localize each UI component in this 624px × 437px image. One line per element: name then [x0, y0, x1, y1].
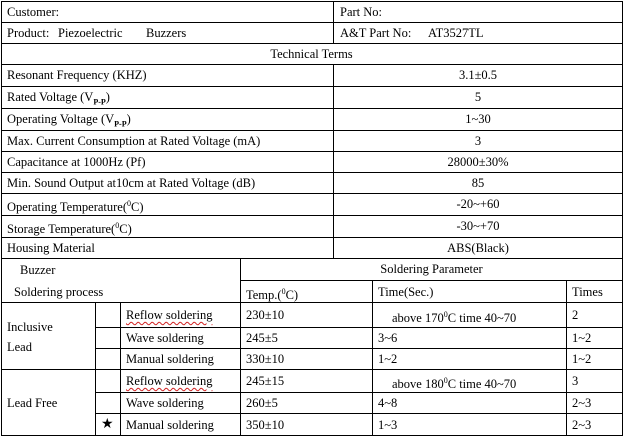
term-label: Capacitance at 1000Hz (Pf): [7, 155, 146, 169]
rule: [1, 22, 623, 23]
method-label: Manual soldering: [126, 352, 214, 366]
method-label: Wave soldering: [126, 396, 204, 410]
param-header: Soldering Parameter: [380, 262, 483, 276]
border-bottom: [1, 435, 623, 436]
times-value: 2~3: [572, 396, 592, 410]
method-label: Manual soldering: [126, 418, 214, 432]
time-value: above $180^0C$ time 40~70: [392, 376, 517, 392]
border-left: [1, 1, 2, 436]
rule: [95, 348, 623, 349]
rule: [1, 172, 623, 173]
term-value: ABS(Black): [447, 241, 509, 255]
term-label: Resonant Frequency (KHZ): [7, 68, 147, 82]
rule: [95, 392, 623, 393]
rule: [1, 86, 623, 87]
rule: [1, 215, 623, 216]
product-label: Product:: [7, 26, 50, 40]
time-value: above $170^0C$ time 40~70: [392, 310, 517, 326]
rule: [1, 258, 623, 259]
section-title: Technical Terms: [270, 47, 353, 61]
rule: [1, 151, 623, 152]
rule: [1, 237, 623, 238]
method-label: Reflow soldering: [126, 374, 213, 388]
time-value: 1~3: [378, 418, 398, 432]
temp-value: 230±10: [246, 308, 285, 322]
time-divider: [372, 280, 373, 435]
term-label: Operating Voltage $(V_{P-P})$: [7, 112, 131, 129]
group-name: Lead: [7, 340, 32, 354]
term-value: 3.1±0.5: [458, 68, 498, 82]
temp-value: 260±5: [246, 396, 278, 410]
at-part-no-label: A&T Part No:: [340, 26, 412, 40]
group-name: Lead Free: [7, 396, 58, 410]
term-label: Rated Voltage $(V_{P-P})$: [7, 90, 110, 107]
header-divider: [333, 1, 334, 43]
time-value: 4~8: [378, 396, 398, 410]
method-label: Reflow soldering: [126, 308, 213, 322]
star-icon: ★: [101, 416, 114, 432]
term-value: 3: [474, 134, 482, 148]
term-label: Max. Current Consumption at Rated Voltage (mA): [7, 134, 261, 148]
times-value: 2~3: [572, 418, 592, 432]
term-label: Min. Sound Output at10cm at Rated Voltage (dB): [7, 176, 256, 190]
border-right: [622, 1, 623, 436]
buzzer-header: Buzzer: [20, 263, 56, 277]
solder-divider: [240, 258, 241, 435]
temp-value: 330±10: [246, 352, 285, 366]
temp-value: 245±5: [246, 331, 278, 345]
term-label: Storage Temperature($^0$C): [7, 221, 132, 237]
method-label: Wave soldering: [126, 331, 204, 345]
term-value: 1~30: [465, 112, 491, 126]
times-value: 1~2: [572, 331, 592, 345]
term-value: 5: [474, 90, 482, 104]
term-label: Housing Material: [7, 241, 95, 255]
col-temp: Temp.($^0$C): [246, 287, 299, 303]
times-value: 2: [572, 308, 579, 322]
rule: [1, 43, 623, 44]
group-divider: [95, 302, 96, 435]
time-value: 1~2: [378, 352, 398, 366]
term-label: Operating Temperature($^0$C): [7, 199, 144, 215]
group-name: Inclusive: [7, 320, 53, 334]
soldering-process-header: Soldering process: [14, 285, 104, 299]
rule: [1, 64, 623, 65]
part-no-label: Part No:: [340, 5, 383, 19]
term-value: -30~+70: [456, 219, 500, 233]
product-value: Piezoelectric: [58, 26, 123, 40]
rule: [95, 413, 623, 414]
time-value: 3~6: [378, 331, 398, 345]
term-value: -20~+60: [456, 197, 500, 211]
border-top: [1, 1, 623, 2]
marker-divider: [120, 302, 121, 435]
times-divider: [566, 280, 567, 435]
rule: [95, 327, 623, 328]
product-value-2: Buzzers: [146, 26, 187, 40]
times-value: 3: [572, 374, 579, 388]
term-value: 28000±30%: [447, 155, 509, 169]
col-times: Times: [572, 285, 603, 299]
term-value: 85: [471, 176, 485, 190]
temp-value: 245±15: [246, 374, 285, 388]
rule: [1, 193, 623, 194]
customer-label: Customer:: [7, 5, 60, 19]
times-value: 1~2: [572, 352, 592, 366]
col-time: Time(Sec.): [378, 285, 434, 299]
temp-value: 350±10: [246, 418, 285, 432]
at-part-no-value: AT3527TL: [428, 26, 484, 40]
rule: [240, 280, 622, 281]
